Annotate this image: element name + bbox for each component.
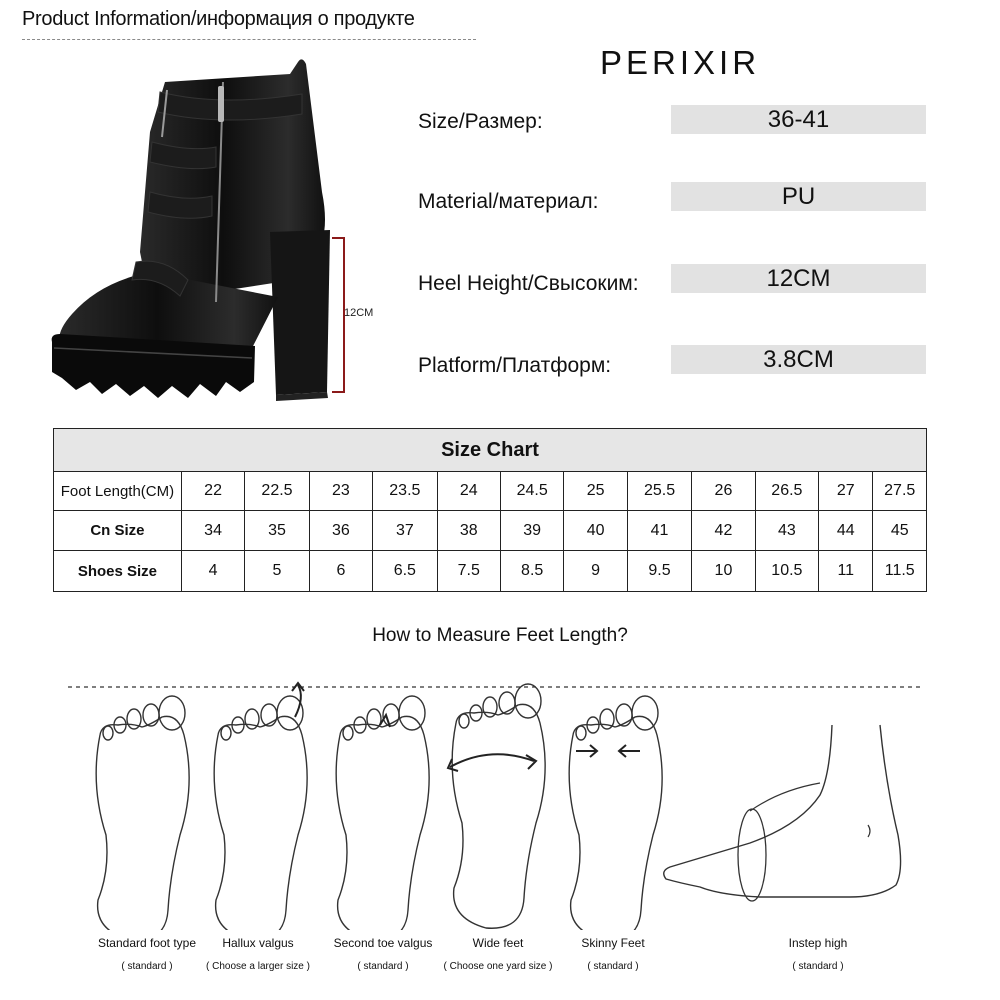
table-cell: 25 bbox=[564, 472, 627, 511]
table-cell: 5 bbox=[245, 551, 309, 592]
table-cell: 39 bbox=[500, 511, 563, 551]
table-cell: 34 bbox=[181, 511, 244, 551]
table-cell: 23 bbox=[309, 472, 372, 511]
table-row bbox=[54, 472, 927, 511]
table-cell: 35 bbox=[245, 511, 309, 551]
size-chart-table bbox=[53, 428, 927, 592]
header-divider bbox=[22, 39, 476, 40]
table-cell: 6 bbox=[309, 551, 372, 592]
measure-guide-title: How to Measure Feet Length? bbox=[372, 625, 628, 646]
table-cell: 37 bbox=[373, 511, 437, 551]
foot-type-label: Hallux valgus bbox=[222, 936, 294, 950]
table-cell: 6.5 bbox=[373, 551, 437, 592]
wide-feet-drawing bbox=[452, 684, 545, 928]
table-cell: 36 bbox=[309, 511, 372, 551]
table-cell: 10 bbox=[692, 551, 755, 592]
table-cell: 44 bbox=[819, 511, 873, 551]
spec-value-size: 36-41 bbox=[671, 105, 926, 134]
row-label: Shoes Size bbox=[54, 551, 182, 592]
spec-value-platform: 3.8CM bbox=[671, 345, 926, 374]
table-cell: 27 bbox=[819, 472, 873, 511]
foot-type-label: Second toe valgus bbox=[333, 936, 433, 950]
size-chart-title: Size Chart bbox=[54, 429, 927, 472]
table-cell: 38 bbox=[437, 511, 500, 551]
table-row bbox=[54, 511, 927, 551]
spec-label-platform: Platform/Платформ: bbox=[418, 354, 612, 377]
standard-foot-drawing bbox=[96, 696, 189, 930]
row-label: Cn Size bbox=[54, 511, 182, 551]
table-cell: 45 bbox=[873, 511, 927, 551]
foot-type-label: Wide feet bbox=[472, 936, 524, 950]
table-cell: 11 bbox=[819, 551, 873, 592]
table-cell: 22.5 bbox=[245, 472, 309, 511]
foot-type-note: ( Choose one yard size ) bbox=[443, 961, 553, 972]
foot-types-illustration bbox=[60, 675, 930, 930]
table-cell: 26 bbox=[692, 472, 755, 511]
foot-type-note: ( standard ) bbox=[587, 961, 639, 972]
table-cell: 4 bbox=[181, 551, 244, 592]
foot-type-note: ( standard ) bbox=[121, 961, 173, 972]
table-cell: 42 bbox=[692, 511, 755, 551]
row-label: Foot Length(CM) bbox=[54, 472, 182, 511]
table-cell: 24 bbox=[437, 472, 500, 511]
table-cell: 10.5 bbox=[755, 551, 818, 592]
table-cell: 23.5 bbox=[373, 472, 437, 511]
hallux-valgus-drawing bbox=[214, 696, 307, 930]
foot-type-label: Standard foot type bbox=[97, 936, 197, 950]
spec-label-size: Size/Размер: bbox=[418, 110, 543, 133]
foot-type-label: Skinny Feet bbox=[581, 936, 645, 950]
table-cell: 27.5 bbox=[873, 472, 927, 511]
table-row bbox=[54, 551, 927, 592]
table-cell: 9.5 bbox=[627, 551, 691, 592]
table-cell: 41 bbox=[627, 511, 691, 551]
spec-label-material: Material/материал: bbox=[418, 190, 599, 213]
boot-product-image bbox=[40, 52, 390, 412]
second-toe-valgus-drawing bbox=[336, 696, 429, 930]
heel-height-marker-label: 12CM bbox=[344, 307, 374, 319]
foot-type-note: ( standard ) bbox=[792, 961, 844, 972]
spec-label-heel-height: Heel Height/Свысоким: bbox=[418, 272, 639, 295]
skinny-feet-drawing bbox=[569, 696, 662, 930]
table-cell: 11.5 bbox=[873, 551, 927, 592]
table-cell: 9 bbox=[564, 551, 627, 592]
page-title: Product Information/информация о продукте bbox=[22, 8, 415, 30]
table-cell: 24.5 bbox=[500, 472, 563, 511]
spec-value-material: PU bbox=[671, 182, 926, 211]
table-cell: 8.5 bbox=[500, 551, 563, 592]
table-cell: 25.5 bbox=[627, 472, 691, 511]
table-cell: 43 bbox=[755, 511, 818, 551]
brand-name: PERIXIR bbox=[600, 44, 761, 81]
foot-type-label: Instep high bbox=[788, 936, 848, 950]
table-cell: 26.5 bbox=[755, 472, 818, 511]
table-cell: 22 bbox=[181, 472, 244, 511]
foot-type-note: ( Choose a larger size ) bbox=[206, 961, 310, 972]
spec-value-heel-height: 12CM bbox=[671, 264, 926, 293]
table-cell: 7.5 bbox=[437, 551, 500, 592]
foot-type-note: ( standard ) bbox=[357, 961, 409, 972]
table-cell: 40 bbox=[564, 511, 627, 551]
